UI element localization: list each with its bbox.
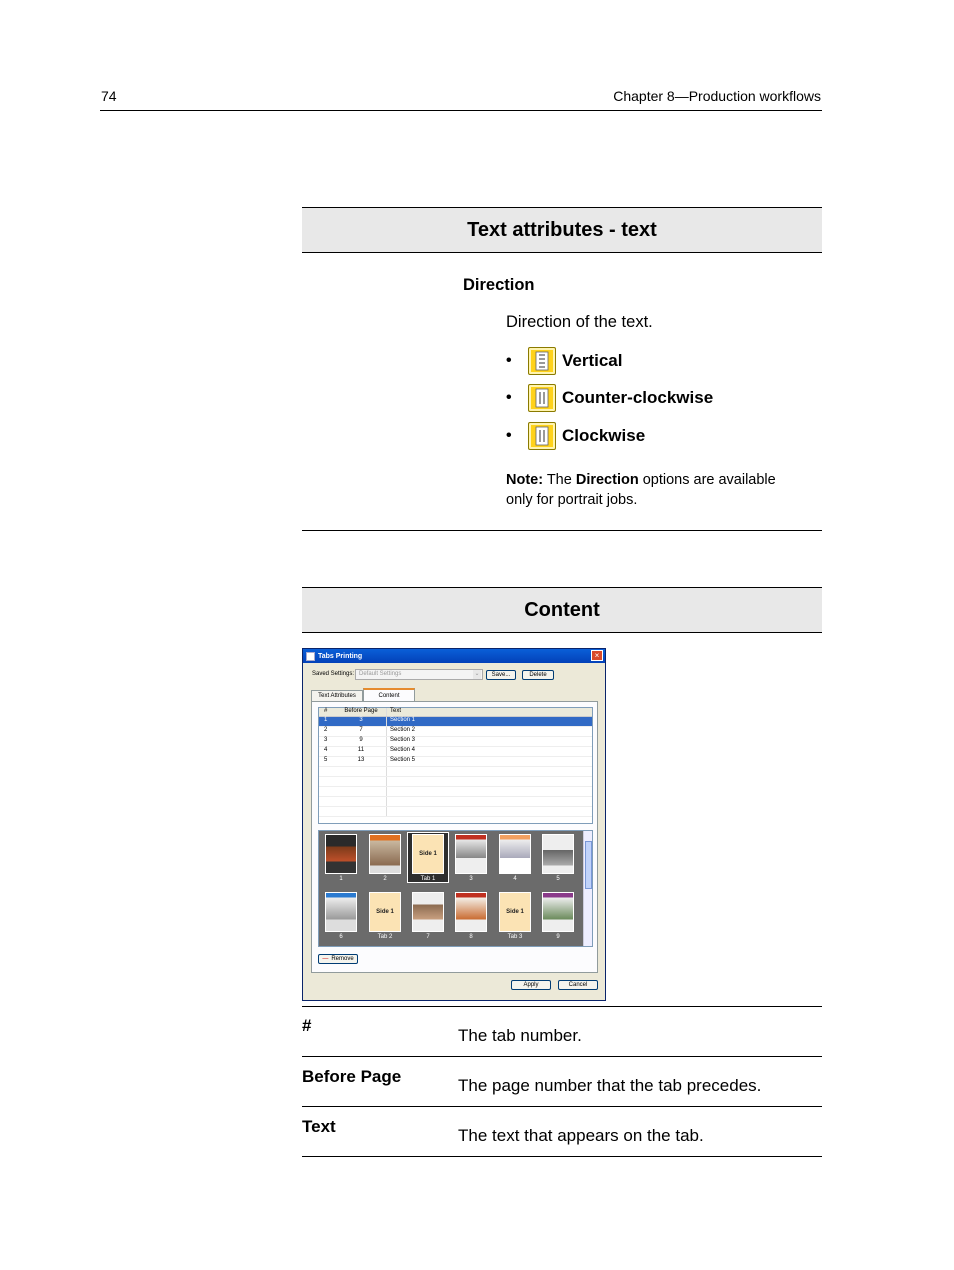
tabs-table xyxy=(318,707,593,824)
option-vertical xyxy=(506,347,623,375)
section-heading-text-attributes: Text attributes - text xyxy=(302,207,822,253)
chapter-title: Chapter 8—Production workflows xyxy=(613,88,821,104)
table-row[interactable]: 3 9 Section 3 xyxy=(319,737,592,747)
delete-button[interactable]: Delete xyxy=(522,670,554,680)
column-header-before-page[interactable]: Before Page xyxy=(344,708,378,714)
definition-rule xyxy=(302,1006,822,1007)
table-row xyxy=(319,767,592,777)
counter-clockwise-text-icon xyxy=(528,384,556,412)
bullet: • xyxy=(506,427,512,444)
section-heading-content: Content xyxy=(302,587,822,633)
page-thumbnail[interactable] xyxy=(369,834,401,874)
page-thumbnail[interactable] xyxy=(542,892,574,932)
thumbnail-label: 7 xyxy=(426,934,430,940)
definition-rule xyxy=(302,1156,822,1157)
remove-icon: — xyxy=(322,956,329,962)
save-button[interactable]: Save... xyxy=(486,670,516,680)
thumbnail-label: 6 xyxy=(339,934,343,940)
column-header-text[interactable]: Text xyxy=(386,708,592,716)
tabs-printing-dialog xyxy=(302,648,606,1001)
option-label-clockwise: Clockwise xyxy=(562,426,646,445)
bullet: • xyxy=(506,352,512,369)
tab-text-attributes[interactable]: Text Attributes xyxy=(311,690,363,701)
definition-description: The text that appears on the tab. xyxy=(458,1126,704,1145)
definition-term: Before Page xyxy=(302,1067,402,1086)
page-thumbnail[interactable] xyxy=(412,892,444,932)
apply-button[interactable]: Apply xyxy=(511,980,551,990)
definition-term: Text xyxy=(302,1117,336,1136)
thumbnail-label: Tab 2 xyxy=(377,934,393,940)
thumbnails-scrollbar[interactable] xyxy=(583,831,592,946)
thumbnail-label: 5 xyxy=(556,876,560,882)
close-icon[interactable]: × xyxy=(591,650,603,661)
definition-rule xyxy=(302,1106,822,1107)
table-row[interactable]: 4 11 Section 4 xyxy=(319,747,592,757)
cancel-button[interactable]: Cancel xyxy=(558,980,598,990)
tab-thumbnail[interactable]: Side 1 xyxy=(369,892,401,932)
thumbnail-label: 4 xyxy=(513,876,517,882)
thumbnail-label: 2 xyxy=(383,876,387,882)
definition-term: # xyxy=(302,1016,312,1035)
direction-note: Note: The Direction options are available only for portrait jobs. xyxy=(506,472,776,508)
table-row xyxy=(319,787,592,797)
thumbnail-label: 9 xyxy=(556,934,560,940)
option-clockwise xyxy=(506,422,645,450)
table-row[interactable]: 5 13 Section 5 xyxy=(319,757,592,767)
page-thumbnail[interactable] xyxy=(499,834,531,874)
tab-content[interactable]: Content xyxy=(363,688,415,701)
direction-subheading: Direction xyxy=(463,276,535,294)
page-thumbnail[interactable] xyxy=(455,834,487,874)
direction-description: Direction of the text. xyxy=(506,313,653,331)
chevron-down-icon: ⌄ xyxy=(474,671,480,677)
section-rule xyxy=(302,530,822,531)
definition-description: The tab number. xyxy=(458,1026,582,1045)
option-label-counter-clockwise: Counter-clockwise xyxy=(562,388,714,407)
page-thumbnail[interactable] xyxy=(455,892,487,932)
page-thumbnail[interactable] xyxy=(325,834,357,874)
table-row[interactable]: 2 7 Section 2 xyxy=(319,727,592,737)
thumbnail-label: 1 xyxy=(339,876,343,882)
definition-rule xyxy=(302,1056,822,1057)
table-row[interactable]: 1 3 Section 1 xyxy=(319,717,592,727)
app-icon xyxy=(306,652,315,661)
content-panel xyxy=(311,701,598,973)
page-thumbnail[interactable] xyxy=(542,834,574,874)
table-header xyxy=(319,708,592,717)
column-header-number[interactable]: # xyxy=(324,708,328,714)
header-rule xyxy=(100,110,822,111)
saved-settings-label: Saved Settings: xyxy=(312,671,355,677)
remove-button[interactable]: — Remove xyxy=(318,954,358,964)
table-row xyxy=(319,777,592,787)
thumbnail-label: 3 xyxy=(469,876,473,882)
page-number: 74 xyxy=(101,88,117,104)
thumbnail-label: Tab 3 xyxy=(507,934,523,940)
clockwise-text-icon xyxy=(528,422,556,450)
thumbnail-label: 8 xyxy=(469,934,473,940)
tab-thumbnail[interactable]: Side 1 xyxy=(499,892,531,932)
table-row xyxy=(319,807,592,817)
tab-thumbnail[interactable]: Side 1 xyxy=(412,834,444,874)
option-label-vertical: Vertical xyxy=(562,351,623,370)
scrollbar-thumb[interactable] xyxy=(585,841,592,889)
definition-description: The page number that the tab precedes. xyxy=(458,1076,762,1095)
vertical-text-icon xyxy=(528,347,556,375)
saved-settings-select[interactable]: Default Settings ⌄ xyxy=(355,669,483,680)
table-row xyxy=(319,797,592,807)
thumbnail-label: Tab 1 xyxy=(420,876,436,882)
page-thumbnail[interactable] xyxy=(325,892,357,932)
dialog-title: Tabs Printing xyxy=(318,652,363,660)
bullet: • xyxy=(506,389,512,406)
page-thumbnails xyxy=(318,830,593,947)
dialog-titlebar xyxy=(303,649,605,663)
option-counter-clockwise xyxy=(506,384,713,412)
